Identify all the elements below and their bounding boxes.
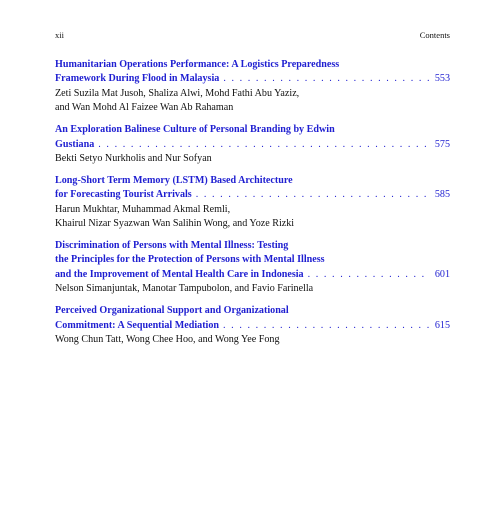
toc-title-last-line[interactable] [55, 319, 450, 333]
toc-title-text[interactable]: Gustiana [55, 138, 95, 150]
toc-title-last-line[interactable] [55, 188, 450, 202]
toc-title-line[interactable]: Long-Short Term Memory (LSTM) Based Architecture [55, 174, 293, 186]
toc-title-text[interactable]: for Forecasting Tourist Arrivals [55, 189, 192, 201]
dot-leader [98, 138, 429, 152]
toc-page-number[interactable]: 601 [434, 268, 450, 280]
toc-title-line[interactable]: An Exploration Balinese Culture of Personal Branding by Edwin [55, 124, 335, 136]
toc-title-last-line[interactable] [55, 268, 450, 282]
table-of-contents [55, 58, 450, 355]
toc-authors: Harun Mukhtar, Muhammad Akmal Remli, [55, 203, 231, 215]
toc-page-number[interactable]: 585 [434, 189, 450, 201]
toc-title-text[interactable]: and the Improvement of Mental Health Care in Indonesia [55, 268, 304, 280]
toc-entry[interactable] [55, 123, 450, 166]
toc-entry[interactable] [55, 239, 450, 297]
toc-authors: Nelson Simanjuntak, Manotar Tampubolon, and Favio Farinella [55, 283, 314, 295]
dot-leader [308, 268, 429, 282]
dot-leader [223, 319, 429, 333]
toc-title-line[interactable]: the Principles for the Protection of Persons with Mental Illness [55, 254, 325, 266]
toc-authors: Khairul Nizar Syazwan Wan Salihin Wong, and Yoze Rizki [55, 218, 295, 230]
toc-page-number[interactable]: 553 [434, 73, 450, 85]
toc-entry[interactable] [55, 174, 450, 232]
page-number: xii [55, 30, 64, 40]
toc-title-line[interactable]: Perceived Organizational Support and Organizational [55, 305, 289, 317]
toc-authors: Wong Chun Tatt, Wong Chee Hoo, and Wong Yee Fong [55, 333, 280, 345]
toc-title-last-line[interactable] [55, 72, 450, 86]
dot-leader [196, 188, 429, 202]
toc-authors: and Wan Mohd Al Faizee Wan Ab Rahaman [55, 102, 234, 114]
toc-title-line[interactable]: Humanitarian Operations Performance: A Logistics Preparedness [55, 59, 340, 70]
running-head: Contents [419, 30, 450, 40]
toc-entry[interactable] [55, 58, 450, 116]
toc-title-text[interactable]: Framework During Flood in Malaysia [55, 73, 220, 85]
toc-authors: Zeti Suzila Mat Jusoh, Shaliza Alwi, Mohd Fathi Abu Yaziz, [55, 87, 300, 99]
toc-page-number[interactable]: 615 [434, 319, 450, 331]
toc-entry[interactable] [55, 304, 450, 347]
dot-leader [223, 72, 429, 86]
toc-title-line[interactable]: Discrimination of Persons with Mental Illness: Testing [55, 239, 289, 251]
toc-authors: Bekti Setyo Nurkholis and Nur Sofyan [55, 152, 212, 164]
toc-page-number[interactable]: 575 [434, 138, 450, 150]
page-header [55, 30, 450, 42]
toc-title-text[interactable]: Commitment: A Sequential Mediation [55, 319, 220, 331]
toc-title-last-line[interactable] [55, 138, 450, 152]
